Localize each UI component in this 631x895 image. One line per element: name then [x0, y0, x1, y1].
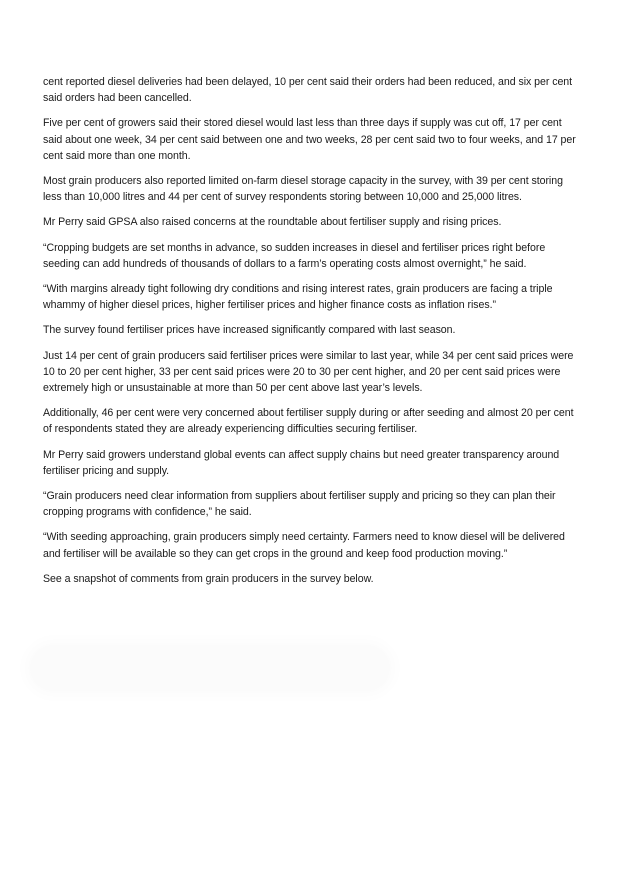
paragraph-diesel-deliveries: cent reported diesel deliveries had been delayed, 10 per cent said their orders had been reduced, and six per cent said orders had been cancelled.: [43, 76, 573, 105]
paragraph-storage-capacity: Most grain producers also reported limited on-farm diesel storage capacity in the survey, with 39 per cent storing less than 10,000 litres and 44 per cent of survey respondents storing between 10,000 and 25,000 litres.: [43, 175, 563, 204]
faint-embedded-image: [30, 645, 390, 691]
paragraph-fertiliser-prices: The survey found fertiliser prices have increased significantly compared with last season.: [43, 324, 456, 337]
paragraph-price-survey-results: Just 14 per cent of grain producers said fertiliser prices were similar to last year, while 34 per cent said prices were 10 to 20 per cent higher, 33 per cent said prices were 20 to 30 per cent higher, and 20 per cent said prices were extremely high or unsustainable at more than 50 per cent above last year’s levels.: [43, 349, 574, 395]
paragraph-stored-diesel: Five per cent of growers said their stored diesel would last less than three days if supply was cut off, 17 per cent said about one week, 34 per cent said between one and two weeks, 28 per cent said two to four weeks, and 17 per cent said more than one month.: [43, 117, 576, 162]
paragraph-roundtable-concerns: Mr Perry said GPSA also raised concerns at the roundtable about fertiliser supply and rising prices.: [43, 216, 502, 229]
paragraph-clear-information-quote: “Grain producers need clear information from suppliers about fertiliser supply and pricing so they can plan their cropping programs with confidence,” he said.: [43, 490, 556, 519]
article-body: [43, 74, 583, 596]
paragraph-cropping-budgets-quote: “Cropping budgets are set months in advance, so sudden increases in diesel and fertiliser prices right before seeding can add hundreds of thousands of dollars to a farm’s operating costs almost overnight,” he said.: [43, 241, 546, 270]
paragraph-seeding-certainty-quote: “With seeding approaching, grain producers simply need certainty. Farmers need to know diesel will be delivered and fertiliser will be available so they can get crops in the ground and keep food production moving.”: [43, 531, 565, 560]
paragraph-transparency: Mr Perry said growers understand global events can affect supply chains but need greater transparency around fertiliser pricing and supply.: [43, 448, 560, 477]
paragraph-supply-concern: Additionally, 46 per cent were very concerned about fertiliser supply during or after seeding and almost 20 per cent of respondents stated they are already experiencing difficulties securing fertiliser.: [43, 407, 574, 436]
paragraph-snapshot-intro: See a snapshot of comments from grain producers in the survey below.: [43, 572, 374, 585]
paragraph-triple-whammy-quote: “With margins already tight following dry conditions and rising interest rates, grain producers are facing a triple whammy of higher diesel prices, higher fertiliser prices and higher finance costs as inflation rises.”: [43, 283, 553, 312]
